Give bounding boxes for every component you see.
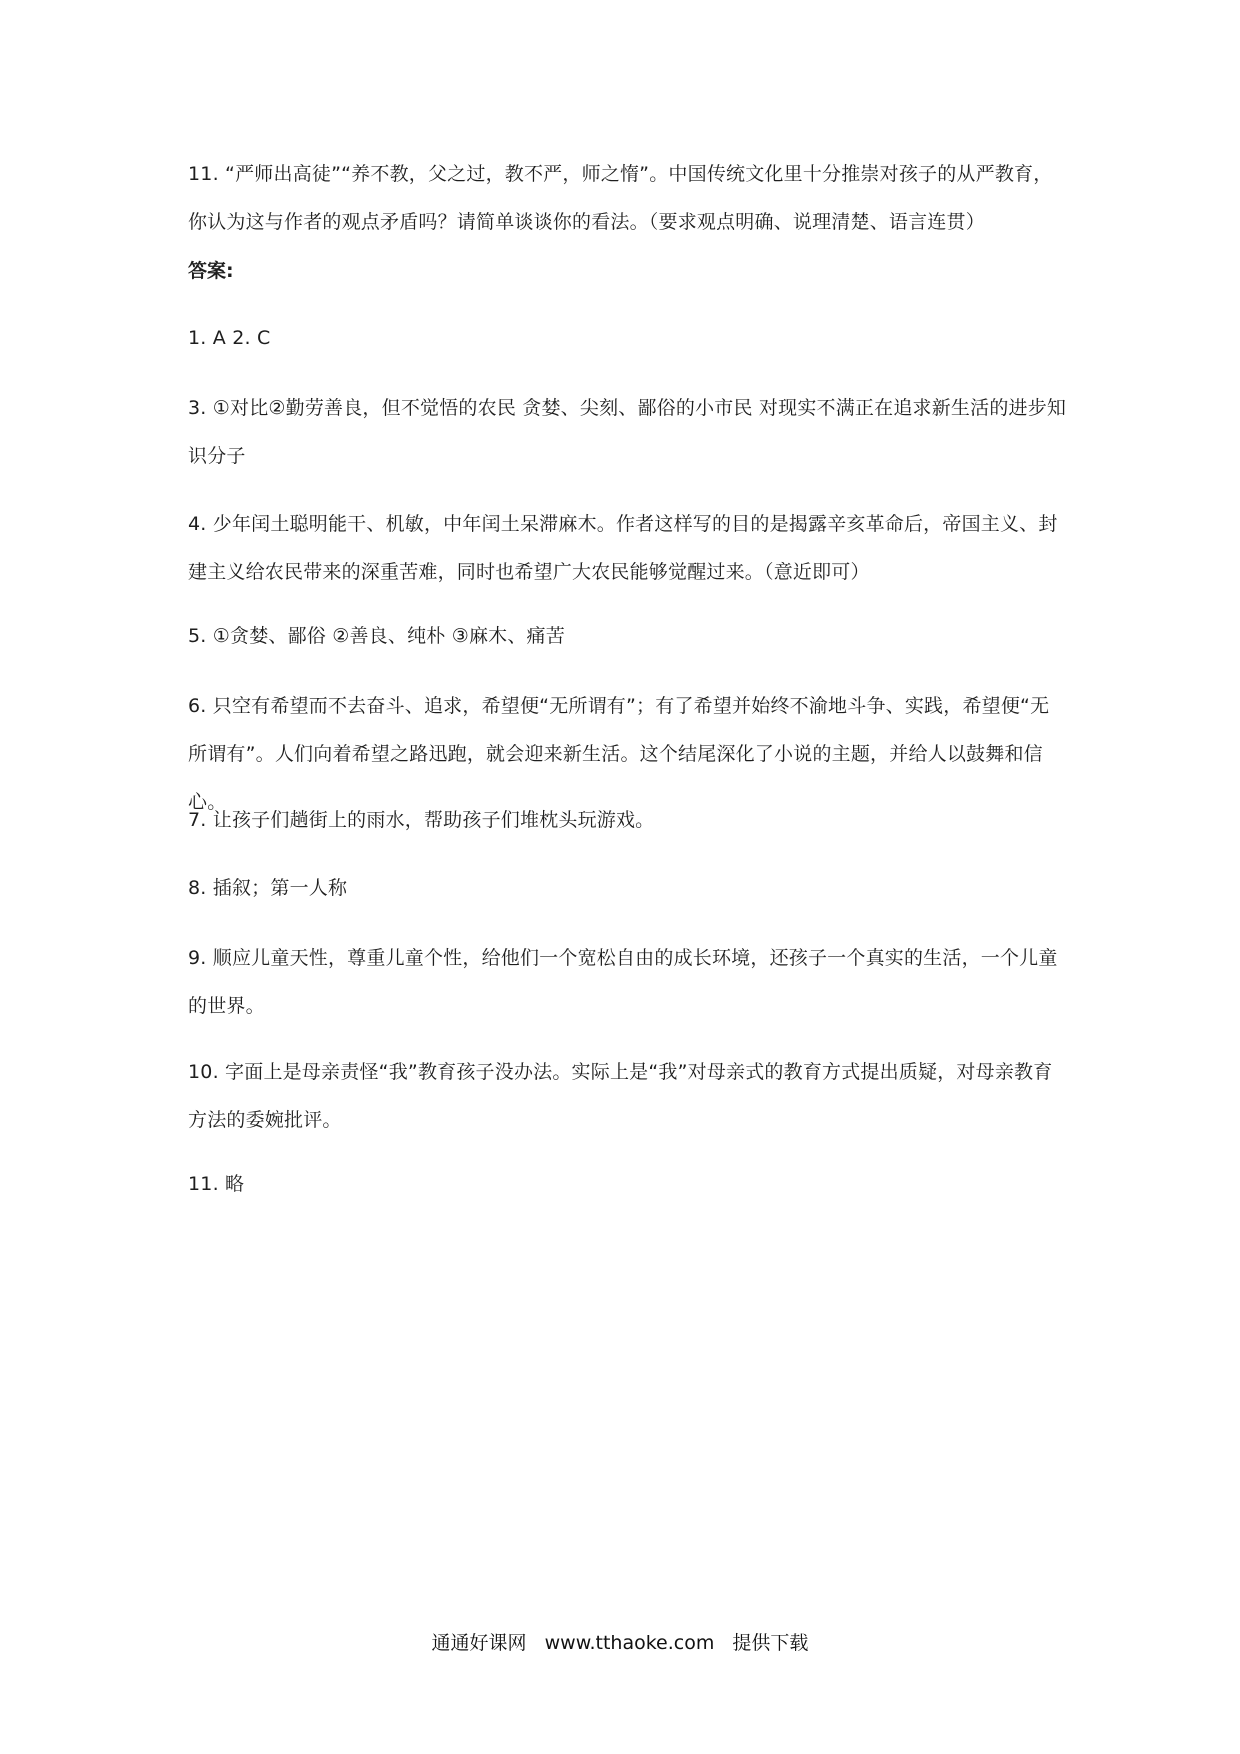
answer-7: 7. 让孩子们趟街上的雨水，帮助孩子们堆枕头玩游戏。: [188, 809, 655, 831]
answer-11: 11. 略: [188, 1173, 245, 1195]
footer-site-name: 通通好课网: [431, 1632, 527, 1654]
answer-1-2: 1. A 2. C: [188, 327, 271, 349]
question-11: 11. “严师出高徒”“养不教，父之过，教不严，师之惰”。中国传统文化里十分推崇对孩子的从严教育，你认为这与作者的观点矛盾吗？请简单谈谈你的看法。（要求观点明确、说理清楚、语言连贯）: [188, 163, 1053, 233]
footer-url[interactable]: www.tthaoke.com: [544, 1632, 715, 1654]
page-footer: [0, 1628, 1240, 1658]
answer-9: 9. 顺应儿童天性，尊重儿童个性，给他们一个宽松自由的成长环境，还孩子一个真实的生活，一个儿童的世界。: [188, 947, 1058, 1017]
answer-3: 3. ①对比②勤劳善良，但不觉悟的农民 贪婪、尖刻、鄙俗的小市民 对现实不满正在追求新生活的进步知识分子: [188, 397, 1067, 467]
footer-note: 提供下载: [732, 1632, 809, 1654]
answer-8: 8. 插叙；第一人称: [188, 877, 348, 899]
answer-10: 10. 字面上是母亲责怪“我”教育孩子没办法。实际上是“我”对母亲式的教育方式提出质疑，对母亲教育方法的委婉批评。: [188, 1061, 1053, 1131]
answer-6: 6. 只空有希望而不去奋斗、追求，希望便“无所谓有”；有了希望并始终不渝地斗争、实践，希望便“无所谓有”。人们向着希望之路迅跑，就会迎来新生活。这个结尾深化了小说的主题，并给人以鼓舞和信心。: [188, 695, 1050, 813]
answer-5: 5. ①贪婪、鄙俗 ②善良、纯朴 ③麻木、痛苦: [188, 625, 565, 647]
answer-4: 4. 少年闰土聪明能干、机敏，中年闰土呆滞麻木。作者这样写的目的是揭露辛亥革命后，帝国主义、封建主义给农民带来的深重苦难，同时也希望广大农民能够觉醒过来。（意近即可）: [188, 513, 1058, 583]
answers-heading: 答案:: [188, 260, 234, 282]
